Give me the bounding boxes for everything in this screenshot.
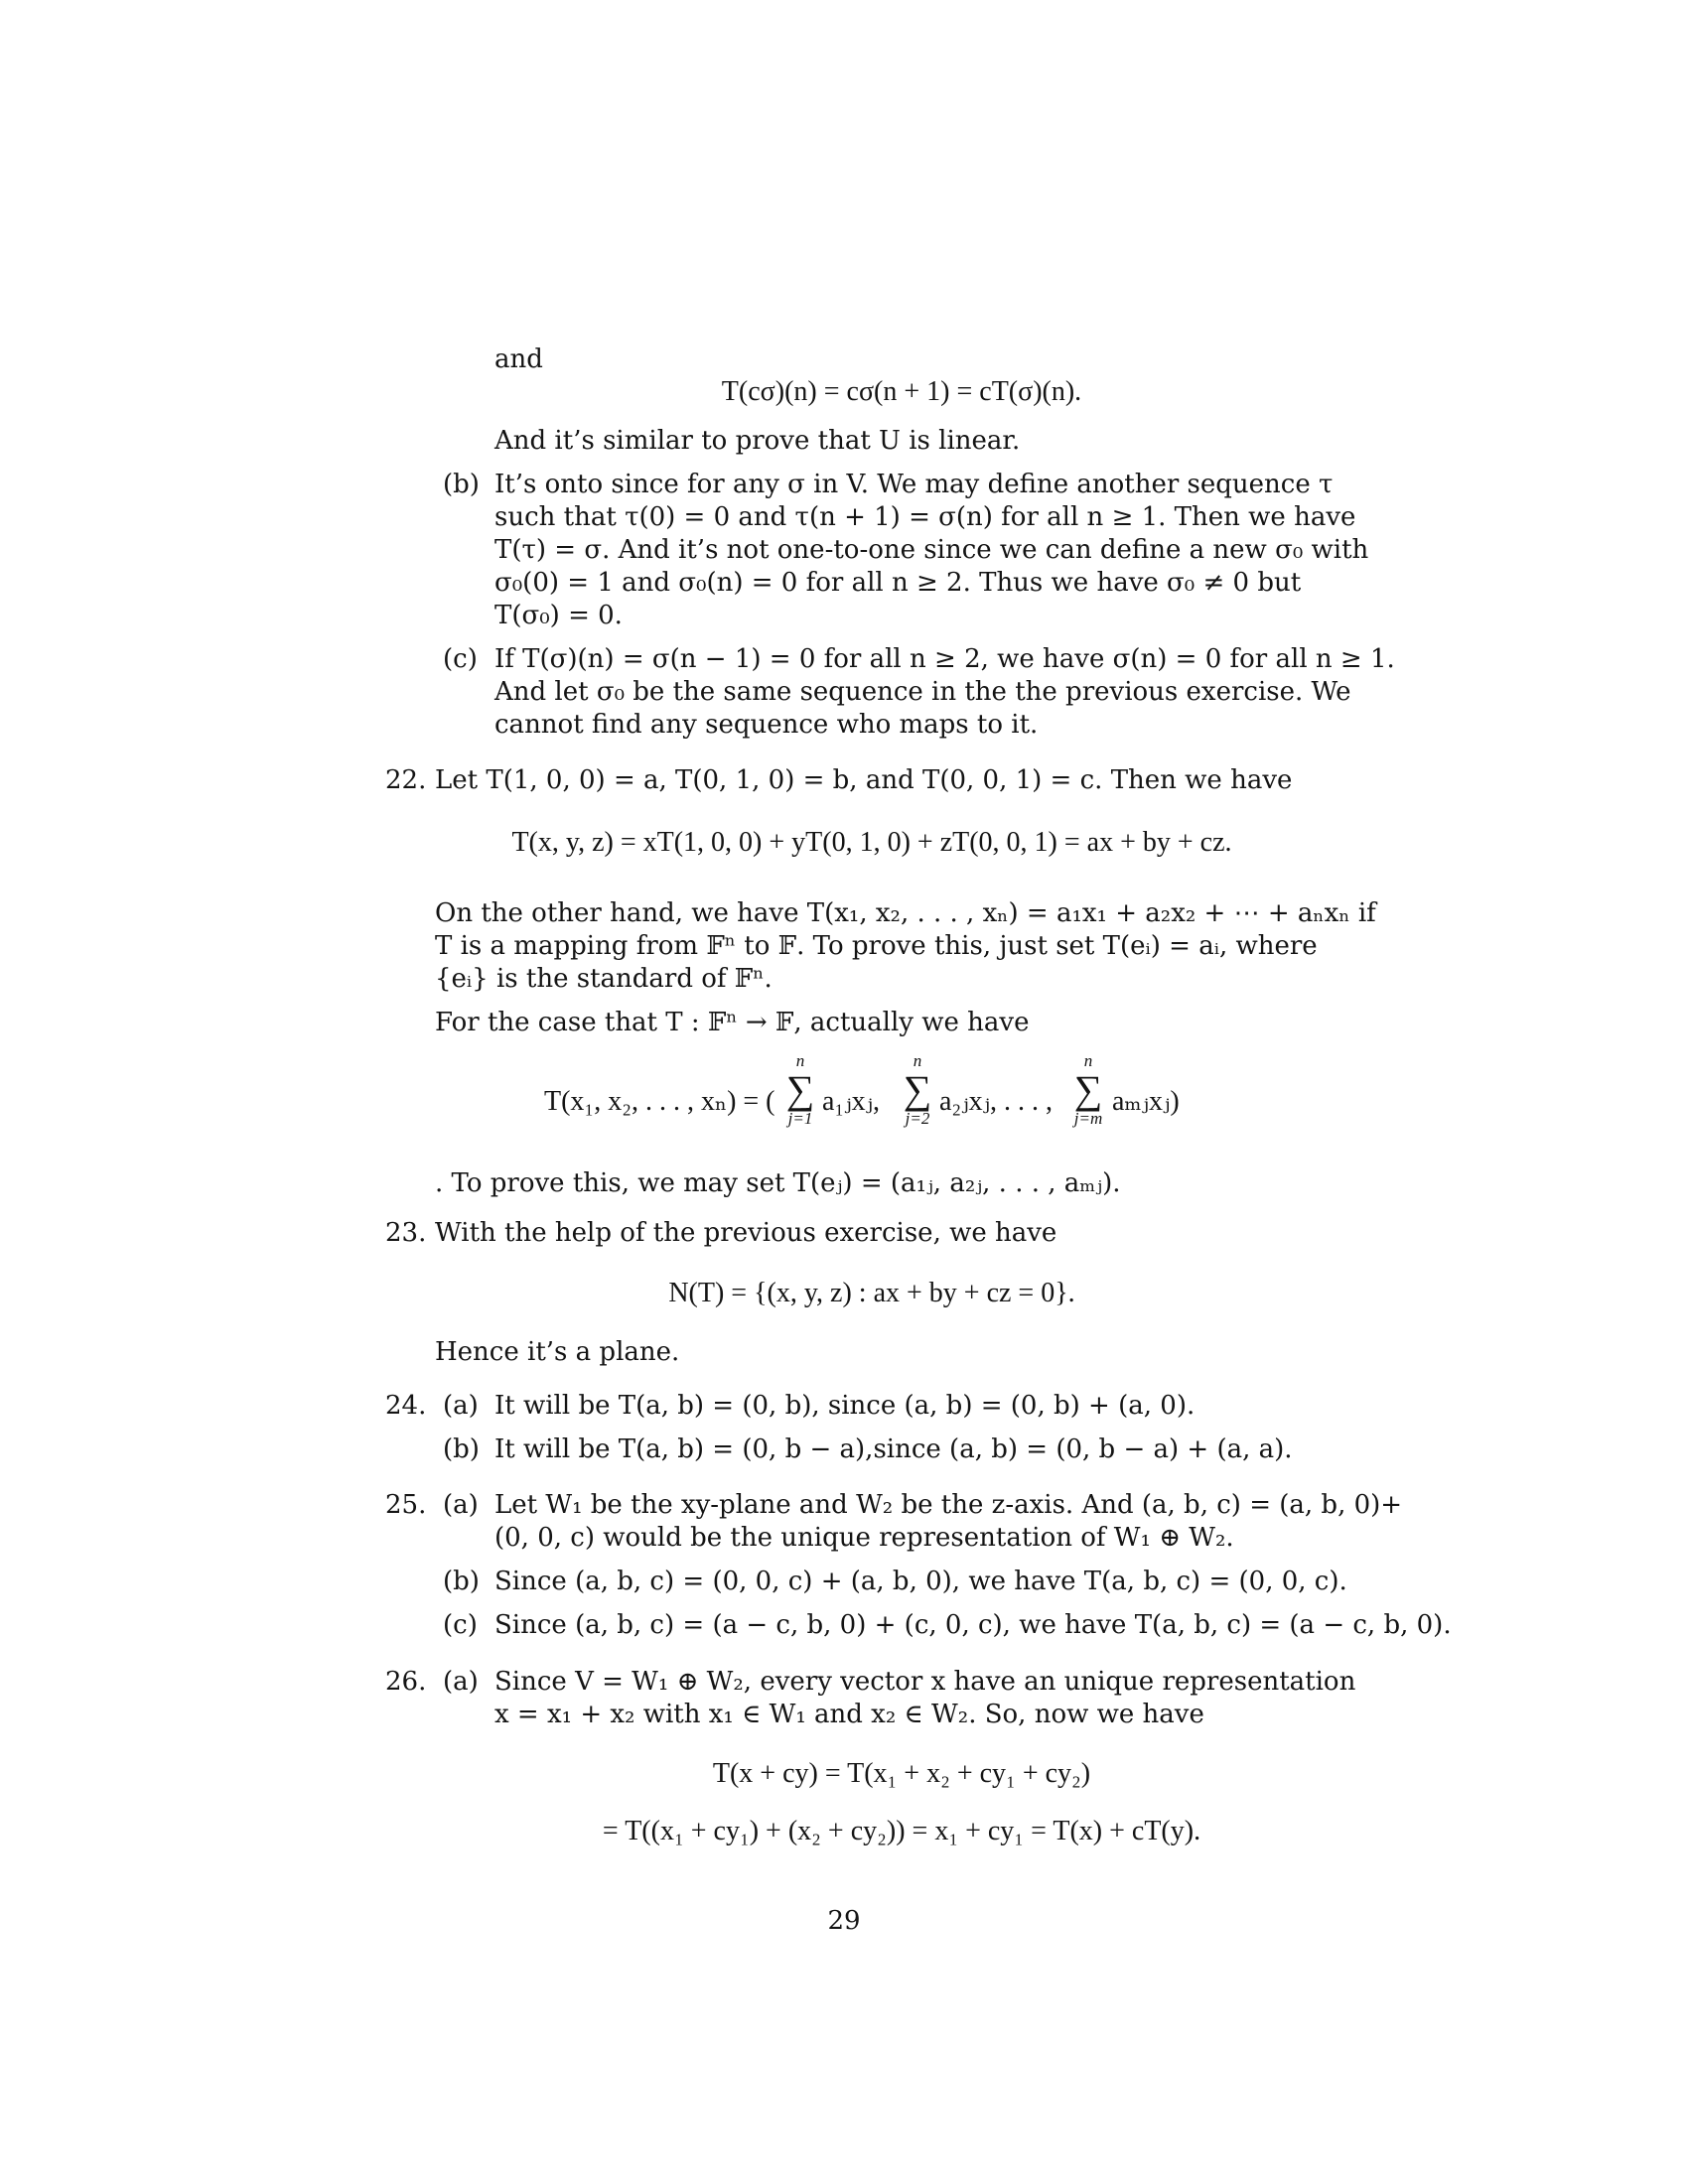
equation-22-linear-form: T(x, y, z) = xT(1, 0, 0) + yT(0, 1, 0) + zT(0, 0, 1) = ax + by + cz.: [511, 827, 1232, 858]
exercise-22-line-2: T is a mapping from 𝔽ⁿ to 𝔽. To prove this, just set T(eᵢ) = aᵢ, where: [435, 931, 1318, 961]
item-label-21b: (b): [443, 470, 480, 499]
exercise-22-prove-line: . To prove this, we may set T(eⱼ) = (a₁ⱼ, a₂ⱼ, . . . , aₘⱼ).: [435, 1168, 1121, 1198]
exercise-number-25: 25.: [385, 1490, 427, 1520]
sigma-3: ∑: [1073, 1067, 1103, 1112]
equation-26-line-2: = T((x₁ + cy₁) + (x₂ + cy₂)) = x₁ + cy₁ = T(x) + cT(y).: [602, 1816, 1201, 1846]
sum-3-upper: n: [1083, 1051, 1093, 1070]
sum-2-lower: j=2: [905, 1109, 930, 1128]
item-21c-line-3: cannot find any sequence who maps to it.: [494, 710, 1039, 740]
exercise-number-23: 23.: [385, 1218, 427, 1248]
exercise-23-intro: With the help of the previous exercise, we have: [435, 1218, 1057, 1248]
exercise-23-plane: Hence it’s a plane.: [435, 1337, 680, 1367]
item-21b-line-2: such that τ(0) = 0 and τ(n + 1) = σ(n) for all n ≥ 1. Then we have: [494, 502, 1356, 532]
item-24b: It will be T(a, b) = (0, b − a),since (a, b) = (0, b − a) + (a, a).: [494, 1434, 1293, 1464]
sigma-1: ∑: [785, 1067, 815, 1112]
item-26a-line-1: Since V = W₁ ⊕ W₂, every vector x have an unique representation: [494, 1667, 1356, 1697]
sum-1-upper: n: [795, 1051, 805, 1070]
text-and: and: [494, 344, 543, 374]
equation-23-null-space: N(T) = {(x, y, z) : ax + by + cz = 0}.: [668, 1278, 1075, 1308]
sum-2: [898, 1052, 937, 1128]
exercise-number-24: 24.: [385, 1391, 427, 1421]
item-21c-line-1: If T(σ)(n) = σ(n − 1) = 0 for all n ≥ 2, we have σ(n) = 0 for all n ≥ 1.: [494, 644, 1395, 674]
item-21b-line-4: σ₀(0) = 1 and σ₀(n) = 0 for all n ≥ 2. Thus we have σ₀ ≠ 0 but: [494, 568, 1302, 598]
item-21b-line-3: T(τ) = σ. And it’s not one-to-one since we can define a new σ₀ with: [494, 535, 1369, 565]
item-25a-line-1: Let W₁ be the xy-plane and W₂ be the z-axis. And (a, b, c) = (a, b, 0)+: [494, 1490, 1403, 1520]
sum-1-lower: j=1: [787, 1109, 813, 1128]
exercise-number-26: 26.: [385, 1667, 427, 1697]
item-25a-line-2: (0, 0, c) would be the unique representation of W₁ ⊕ W₂.: [494, 1523, 1234, 1553]
item-21b-line-1: It’s onto since for any σ in V. We may define another sequence τ: [494, 470, 1334, 499]
summation-term-2: a₂ⱼxⱼ, . . . ,: [939, 1086, 1053, 1117]
item-24a: It will be T(a, b) = (0, b), since (a, b) = (0, b) + (a, 0).: [494, 1391, 1196, 1421]
item-25c: Since (a, b, c) = (a − c, b, 0) + (c, 0, c), we have T(a, b, c) = (a − c, b, 0).: [494, 1610, 1452, 1640]
item-label-25a: (a): [443, 1490, 479, 1520]
exercise-22-line-1: On the other hand, we have T(x₁, x₂, . . . , xₙ) = a₁x₁ + a₂x₂ + ⋯ + aₙxₙ if: [435, 898, 1376, 928]
item-21c-line-2: And let σ₀ be the same sequence in the the previous exercise. We: [494, 677, 1351, 707]
item-25b: Since (a, b, c) = (0, 0, c) + (a, b, 0), we have T(a, b, c) = (0, 0, c).: [494, 1567, 1347, 1596]
exercise-22-line-3: {eᵢ} is the standard of 𝔽ⁿ.: [435, 964, 773, 994]
sum-3: [1068, 1052, 1108, 1128]
summation-lhs: T(x₁, x₂, . . . , xₙ) = (: [544, 1086, 775, 1117]
item-label-25b: (b): [443, 1567, 480, 1596]
item-label-24b: (b): [443, 1434, 480, 1464]
item-label-24a: (a): [443, 1391, 479, 1421]
exercise-number-22: 22.: [385, 765, 427, 795]
exercise-22-case-line: For the case that T : 𝔽ⁿ → 𝔽, actually we have: [435, 1008, 1030, 1037]
sum-2-upper: n: [913, 1051, 922, 1070]
summation-term-3: aₘⱼxⱼ): [1112, 1086, 1180, 1117]
item-21b-line-5: T(σ₀) = 0.: [494, 601, 623, 630]
equation-t-c-sigma: T(cσ)(n) = cσ(n + 1) = cT(σ)(n).: [721, 376, 1082, 407]
item-26a-line-2: x = x₁ + x₂ with x₁ ∈ W₁ and x₂ ∈ W₂. So, now we have: [494, 1700, 1204, 1729]
page-number: 29: [827, 1906, 861, 1936]
exercise-22-intro: Let T(1, 0, 0) = a, T(0, 1, 0) = b, and T(0, 0, 1) = c. Then we have: [435, 765, 1293, 795]
sum-3-lower: j=m: [1073, 1109, 1103, 1128]
item-label-21c: (c): [443, 644, 478, 674]
sigma-2: ∑: [903, 1067, 932, 1112]
text-u-linear: And it’s similar to prove that U is linear.: [494, 426, 1021, 456]
equation-22-summation: [544, 1052, 1259, 1152]
sum-1: [780, 1052, 820, 1128]
equation-26-line-1: T(x + cy) = T(x₁ + x₂ + cy₁ + cy₂): [712, 1758, 1091, 1789]
summation-term-1: a₁ⱼxⱼ,: [822, 1086, 880, 1117]
item-label-26a: (a): [443, 1667, 479, 1697]
item-label-25c: (c): [443, 1610, 478, 1640]
